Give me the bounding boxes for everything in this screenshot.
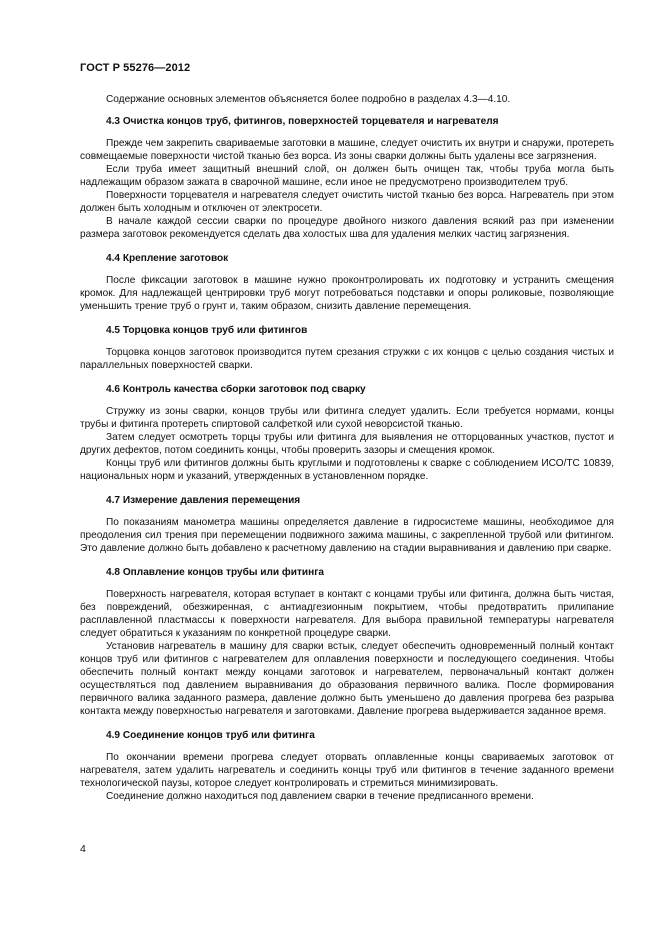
section-4-9-paragraph: По окончании времени прогрева следует оторвать оплавленные концы свариваемых заготовок от нагревателя, затем удалить нагреватель и соединить концы труб или фитингов в течение заданного времени технологической паузы, которое следует контролировать и стремиться минимизировать. bbox=[80, 752, 614, 789]
section-4-3-title: 4.3 Очистка концов труб, фитингов, поверхностей торцевателя и нагревателя bbox=[106, 116, 499, 127]
section-4-4-title: 4.4 Крепление заготовок bbox=[106, 253, 229, 264]
section-4-7-title: 4.7 Измерение давления перемещения bbox=[106, 495, 301, 506]
section-4-8-paragraph: Поверхность нагревателя, которая вступает в контакт с концами трубы или фитинга, должна быть чистая, без повреждений, обезжиренная, с антиадгезионным покрытием, чтобы предотвратить прилипание расплавленной пластмассы к поверхности нагревателя. Для выбора правильной температуры нагревателя следует обратиться к указаниям по конкретной процедуре сварки. bbox=[80, 589, 614, 639]
section-4-9-paragraph: Соединение должно находиться под давлением сварки в течение предписанного времени. bbox=[106, 791, 534, 802]
section-4-6-paragraph: Стружку из зоны сварки, концов трубы или фитинга следует удалить. Если требуется нормами, концы трубы и фитинга протереть спиртовой салфеткой или сухой неворсистой тканью. bbox=[80, 406, 614, 430]
page-number: 4 bbox=[80, 843, 86, 855]
section-4-3-paragraph: Поверхности торцевателя и нагревателя следует очистить чистой тканью без ворса. Нагреватель при этом должен быть холодным и отключен от электросети. bbox=[80, 190, 614, 214]
section-4-6-paragraph: Концы труб или фитингов должны быть круглыми и подготовлены к сварке с соблюдением ИСО/ТС 10839, национальных норм и указаний, утвержденных в установленном порядке. bbox=[80, 458, 614, 482]
section-4-6-title: 4.6 Контроль качества сборки заготовок под сварку bbox=[106, 384, 366, 395]
section-4-9-title: 4.9 Соединение концов труб или фитинга bbox=[106, 730, 315, 741]
document-header: ГОСТ Р 55276—2012 bbox=[80, 62, 191, 74]
section-4-6-paragraph: Затем следует осмотреть торцы трубы или фитинга для выявления не отторцованных участков, пустот и других дефектов, потом соединить концы, чтобы проверить зазоры и смещения кромок. bbox=[80, 432, 614, 456]
section-4-5-title: 4.5 Торцовка концов труб или фитингов bbox=[106, 325, 308, 336]
section-4-7-paragraph: По показаниям манометра машины определяется давление в гидросистеме машины, необходимое для преодоления сил трения при перемещении подвижного зажима машины, с закрепленной трубой или фитингом. Это давление должно быть добавлено к расчетному давлению на стадии выравнивания и давлению при сварке. bbox=[80, 517, 614, 554]
document-body bbox=[80, 93, 614, 803]
section-4-5-paragraph: Торцовка концов заготовок производится путем срезания стружки с их концов с целью создания чистых и параллельных поверхностей сварки. bbox=[80, 347, 614, 371]
section-4-8-title: 4.8 Оплавление концов трубы или фитинга bbox=[106, 567, 325, 578]
section-4-3-paragraph: В начале каждой сессии сварки по процедуре двойного низкого давления всякий раз при изменении размера заготовок рекомендуется сделать два холостых шва для удаления мелких частиц загрязнения. bbox=[80, 216, 614, 240]
section-4-3-paragraph: Прежде чем закрепить свариваемые заготовки в машине, следует очистить их внутри и снаружи, протереть совмещаемые поверхности чистой тканью без ворса. Из зоны сварки должны быть удалены все загрязнения. bbox=[80, 138, 614, 162]
section-4-8-paragraph: Установив нагреватель в машину для сварки встык, следует обеспечить одновременный полный контакт концов труб или фитингов с нагревателем для оплавления поверхности и последующего соединения. Чтобы обеспечить полный контакт между концами заготовок и нагревателем, первоначальный контакт должен осуществляться под давлением выравнивания до образования первичного валика. После формирования первичного валика заданного размера, давление должно быть уменьшено до давления прогрева без разрыва контакта между поверхностью нагревателя и заготовками. Давление прогрева выдерживается заданное время. bbox=[80, 641, 614, 717]
section-4-3-paragraph: Если труба имеет защитный внешний слой, он должен быть очищен так, чтобы труба могла быть надлежащим образом зажата в сварочной машине, если иное не предусмотрено производителем труб. bbox=[80, 164, 614, 188]
intro-paragraph: Содержание основных элементов объясняется более подробно в разделах 4.3—4.10. bbox=[106, 94, 511, 105]
section-4-4-paragraph: После фиксации заготовок в машине нужно проконтролировать их подготовку и устранить смещения кромок. Для надлежащей центрировки труб могут потребоваться подставки и опоры роликовые, позволяющие уменьшить трение труб о грунт и, таким образом, снизить давление перемещения. bbox=[80, 275, 614, 312]
